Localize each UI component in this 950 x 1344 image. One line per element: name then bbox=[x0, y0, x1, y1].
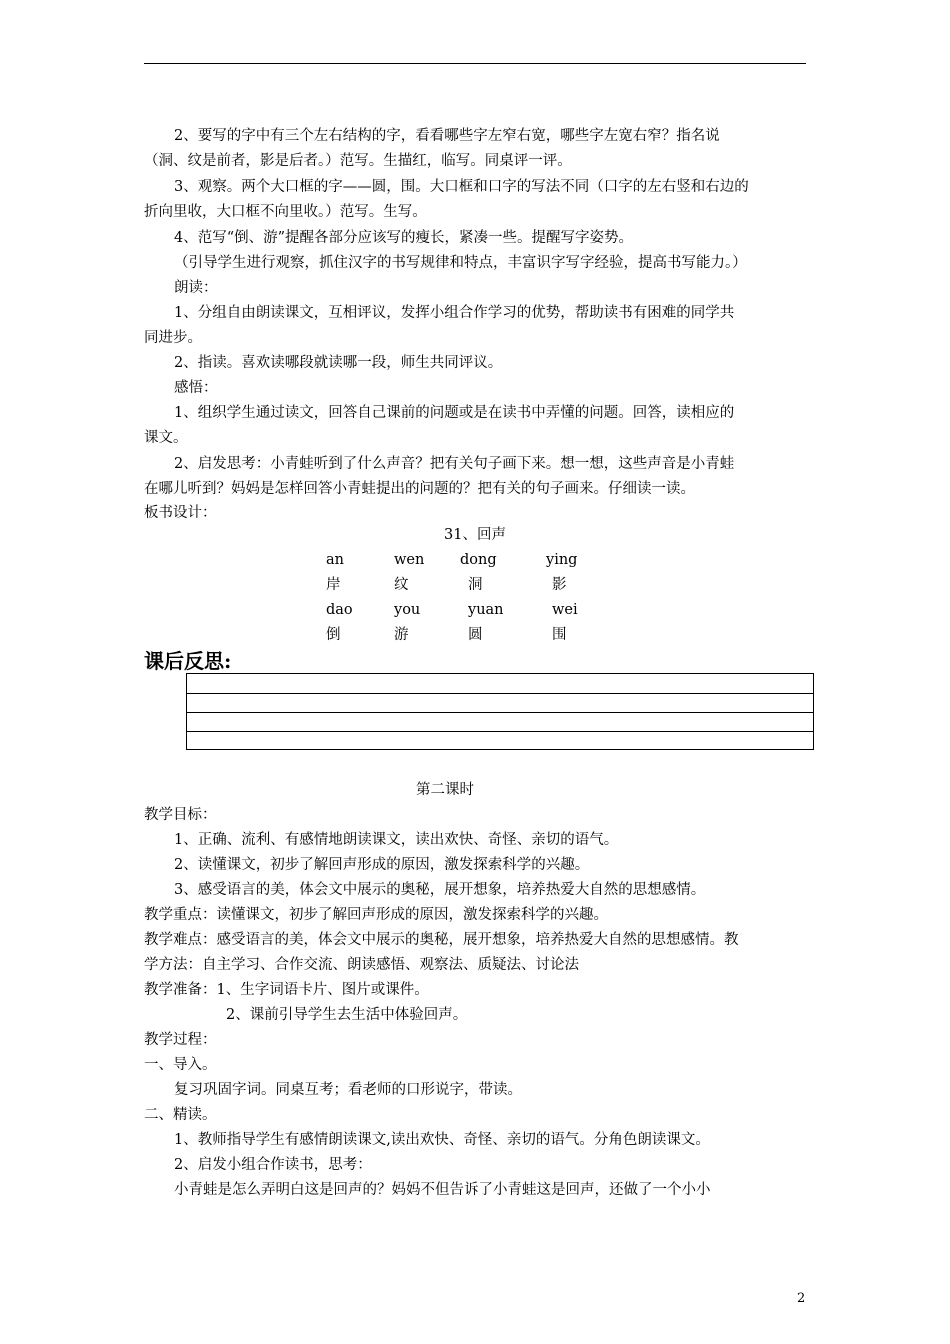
paragraph-line: 学方法：自主学习、合作交流、朗读感悟、观察法、质疑法、讨论法 bbox=[144, 957, 579, 973]
paragraph-line: 2、指读。喜欢读哪段就读哪一段，师生共同评议。 bbox=[174, 355, 503, 371]
paragraph-line: 在哪儿听到？妈妈是怎样回答小青蛙提出的问题的？把有关的句子画来。仔细读一读。 bbox=[144, 481, 695, 497]
pinyin-cell: wei bbox=[552, 602, 578, 618]
character-row bbox=[326, 573, 606, 597]
paragraph-line: 2、启发小组合作读书，思考： bbox=[174, 1157, 372, 1173]
character-cell: 圆 bbox=[468, 627, 483, 643]
paragraph-line: 朗读： bbox=[174, 280, 218, 296]
paragraph-line: 课文。 bbox=[144, 430, 188, 446]
pinyin-row bbox=[326, 548, 606, 572]
paragraph-line: 2、要写的字中有三个左右结构的字，看看哪些字左窄右宽，哪些字左宽右窄？指名说 bbox=[174, 128, 720, 144]
character-cell: 纹 bbox=[394, 577, 409, 593]
character-cell: 围 bbox=[552, 627, 567, 643]
header-rule bbox=[144, 63, 806, 64]
board-title: 31、回声 bbox=[444, 527, 506, 543]
character-cell: 游 bbox=[394, 627, 409, 643]
character-cell: 洞 bbox=[468, 577, 483, 593]
character-cell: 岸 bbox=[326, 577, 341, 593]
paragraph-line: 2、课前引导学生去生活中体验回声。 bbox=[226, 1007, 468, 1023]
paragraph-line: 教学准备：1、生字词语卡片、图片或课件。 bbox=[144, 982, 429, 998]
paragraph-line: 1、正确、流利、有感情地朗读课文，读出欢快、奇怪、亲切的语气。 bbox=[174, 832, 619, 848]
character-row bbox=[326, 623, 606, 647]
pinyin-row bbox=[326, 598, 606, 622]
paragraph-line: 感悟： bbox=[174, 380, 218, 396]
paragraph-line: （洞、纹是前者，影是后者。）范写。生描红，临写。同桌评一评。 bbox=[144, 153, 572, 169]
pinyin-cell: an bbox=[326, 552, 344, 568]
character-cell: 影 bbox=[552, 577, 567, 593]
paragraph-line: 小青蛙是怎么弄明白这是回声的？妈妈不但告诉了小青蛙这是回声，还做了一个小小 bbox=[174, 1182, 711, 1198]
ruled-line bbox=[187, 693, 813, 694]
ruled-line bbox=[187, 712, 813, 713]
paragraph-line: 复习巩固字词。同桌互考；看老师的口形说字，带读。 bbox=[174, 1082, 522, 1098]
paragraph-line: 一、导入。 bbox=[144, 1057, 217, 1073]
paragraph-line: （引导学生进行观察，抓住汉字的书写规律和特点，丰富识字写字经验，提高书写能力。） bbox=[174, 255, 747, 271]
ruled-line bbox=[187, 731, 813, 732]
paragraph-line: 3、观察。两个大口框的字——圆，围。大口框和口字的写法不同（口字的左右竖和右边的 bbox=[174, 179, 749, 195]
page-number: 2 bbox=[797, 1291, 806, 1306]
paragraph-line: 2、启发思考：小青蛙听到了什么声音？把有关句子画下来。想一想，这些声音是小青蛙 bbox=[174, 456, 735, 472]
paragraph-line: 1、组织学生通过读文，回答自己课前的问题或是在读书中弄懂的问题。回答，读相应的 bbox=[174, 405, 735, 421]
pinyin-cell: dao bbox=[326, 602, 353, 618]
paragraph-line: 折向里收，大口框不向里收。）范写。生写。 bbox=[144, 204, 427, 220]
paragraph-line: 板书设计： bbox=[144, 505, 217, 521]
character-cell: 倒 bbox=[326, 627, 341, 643]
reflection-lined-box bbox=[186, 673, 814, 750]
paragraph-line: 1、分组自由朗读课文，互相评议，发挥小组合作学习的优势，帮助读书有困难的同学共 bbox=[174, 305, 735, 321]
reflection-title: 课后反思: bbox=[144, 649, 232, 673]
paragraph-line: 1、教师指导学生有感情朗读课文,读出欢快、奇怪、亲切的语气。分角色朗读课文。 bbox=[174, 1132, 710, 1148]
pinyin-cell: dong bbox=[460, 552, 497, 568]
paragraph-line: 二、精读。 bbox=[144, 1107, 217, 1123]
paragraph-line: 教学重点：读懂课文，初步了解回声形成的原因，激发探索科学的兴趣。 bbox=[144, 907, 608, 923]
pinyin-cell: you bbox=[394, 602, 421, 618]
paragraph-line: 3、感受语言的美，体会文中展示的奥秘，展开想象，培养热爱大自然的思想感情。 bbox=[174, 882, 706, 898]
paragraph-line: 4、范写“倒、游”提醒各部分应该写的瘦长，紧凑一些。提醒写字姿势。 bbox=[174, 230, 634, 246]
pinyin-cell: yuan bbox=[468, 602, 504, 618]
section-title: 第二课时 bbox=[416, 782, 474, 798]
paragraph-line: 2、读懂课文，初步了解回声形成的原因，激发探索科学的兴趣。 bbox=[174, 857, 590, 873]
paragraph-line: 教学过程： bbox=[144, 1032, 217, 1048]
pinyin-cell: wen bbox=[394, 552, 425, 568]
paragraph-line: 教学目标： bbox=[144, 807, 217, 823]
paragraph-line: 教学难点：感受语言的美，体会文中展示的奥秘，展开想象，培养热爱大自然的思想感情。教 bbox=[144, 932, 739, 948]
paragraph-line: 同进步。 bbox=[144, 330, 202, 346]
pinyin-cell: ying bbox=[546, 552, 578, 568]
